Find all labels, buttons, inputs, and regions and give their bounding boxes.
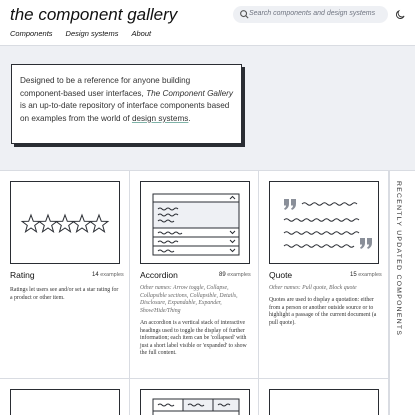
component-card-rating[interactable] [0,171,130,378]
rating-illustration [10,181,120,264]
nav-components[interactable]: Components [10,29,53,38]
tabs-illustration [140,389,250,415]
intro-text [11,64,242,144]
tabs-icon [141,390,251,415]
count-number: 14 [92,272,99,278]
button-illustration [269,389,379,415]
moon-icon[interactable] [395,9,406,20]
search-input[interactable] [233,6,388,23]
other-names: Other names: Pull quote, Block quote [269,285,357,291]
nav-design-systems[interactable]: Design systems [65,29,119,38]
card-description: Ratings let users see and/or set a star rating for a product or other item. [10,287,119,301]
card-description: Quotes are used to display a quotation: either from a person or another outside source or to highlight a passage of the current document (a pull quote). [269,297,377,326]
intro-emphasis: The Component Gallery [146,88,233,98]
design-systems-link[interactable]: design systems [131,113,189,123]
search-placeholder: Search components and design systems [249,10,376,17]
nav-about[interactable]: About [131,29,152,38]
component-card-accordion[interactable] [130,171,259,378]
count-number: 15 [350,272,357,278]
card-illustration [10,389,120,415]
recently-updated-rail[interactable] [389,171,415,415]
component-card[interactable] [259,379,389,415]
button-icon [270,390,380,415]
quote-illustration [269,181,379,264]
example-count [92,272,124,278]
main-nav [10,29,151,38]
rail-label: RECENTLY UPDATED COMPONENTS [395,181,402,337]
count-label: examples [227,272,251,278]
component-card-quote[interactable] [259,171,389,378]
count-label: examples [100,272,124,278]
quote-icon [270,182,380,265]
card-description: An accordion is a vertical stack of interactive headings used to toggle the display of further information; each item can be 'collapsed' with just a short label visible or 'expanded' to show the full content. [140,320,247,357]
card-title[interactable]: Rating [10,270,35,280]
accordion-icon [141,182,251,265]
component-card[interactable] [0,379,130,415]
site-header [0,0,415,48]
card-title[interactable]: Accordion [140,270,178,280]
intro-part-2: is an up-to-date repository of interface components based on examples from the world of [20,101,230,123]
count-label: examples [358,272,382,278]
other-names: Other names: Arrow toggle, Collapse, Collapsible sections, Collapsible, Details, Disclosure, Expandable, Expander, Show/Hide/Thing [140,285,238,314]
hero [0,46,415,170]
count-number: 89 [219,272,226,278]
star-icons [11,182,121,265]
example-count [219,272,251,278]
card-title[interactable]: Quote [269,270,293,280]
accordion-illustration [140,181,250,264]
component-card[interactable] [130,379,259,415]
example-count [350,272,382,278]
intro-part-3: . [188,113,191,123]
intro-part-1: Designed to be a reference for anyone building component-based user interfaces, [20,76,191,98]
site-title[interactable]: the component gallery [10,5,178,24]
